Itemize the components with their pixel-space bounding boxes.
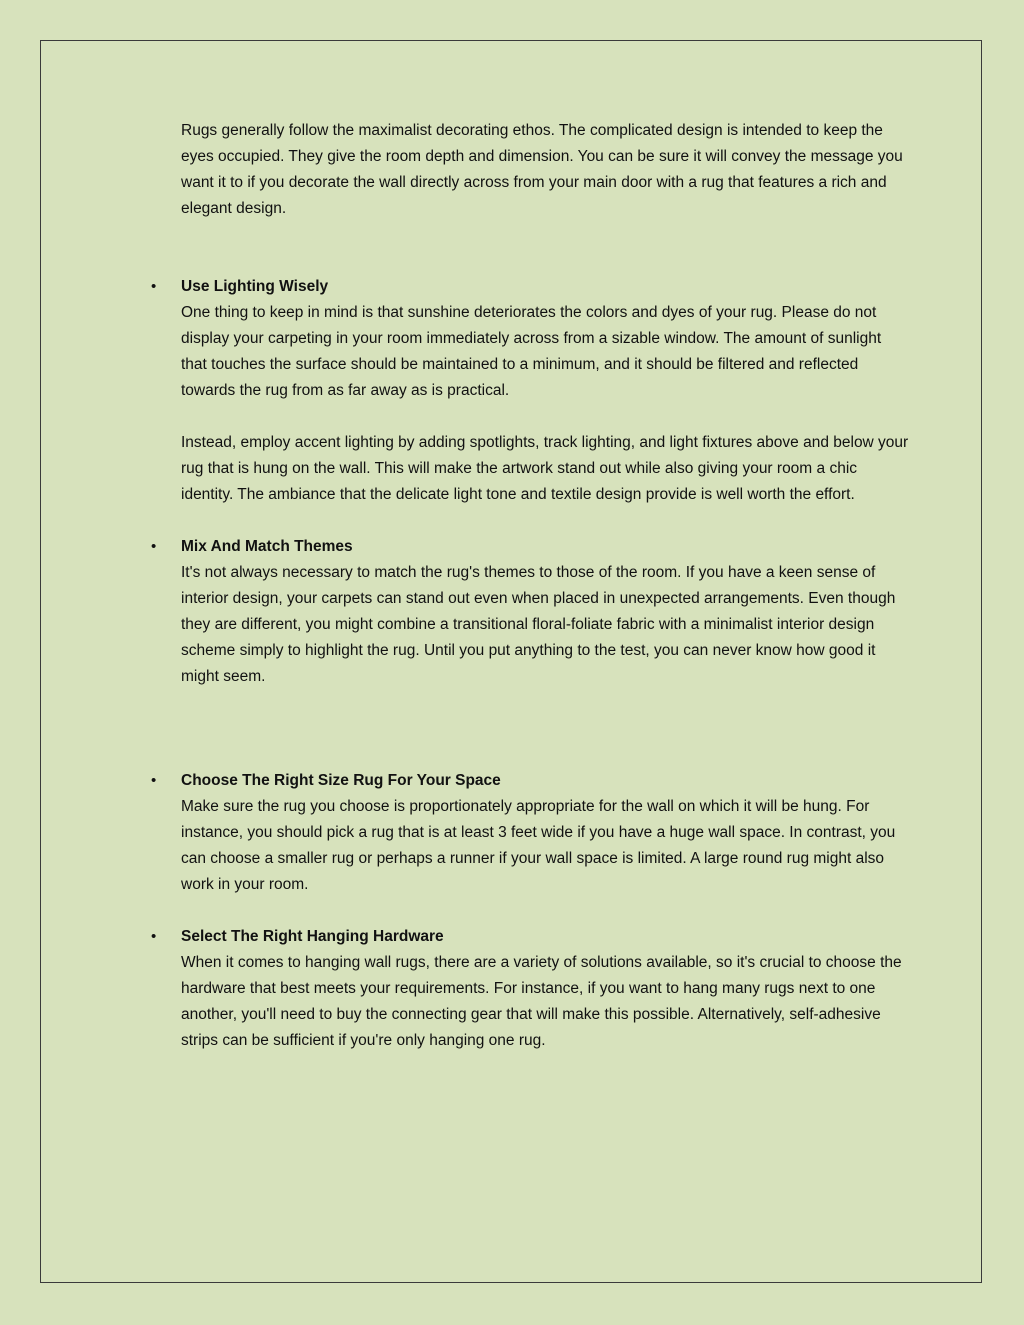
list-item-hanging-hardware — [151, 924, 909, 1054]
section-paragraph: It's not always necessary to match the rug's themes to those of the room. If you have a keen sense of interior design, your carpets can stand out even when placed in unexpected arrangements. Even though they are different, you might combine a transitional floral-foliate fabric with a minimalist interior design scheme simply to highlight the rug. Until you put anything to the test, you can never know how good it might seem. — [181, 564, 896, 685]
list-item-mix-match — [151, 534, 909, 690]
intro-paragraph: Rugs generally follow the maximalist decorating ethos. The complicated design is intended to keep the eyes occupied. They give the room depth and dimension. You can be sure it will convey the message you want it to if you decorate the wall directly across from your main door with a rug that features a rich and elegant design. — [181, 122, 903, 217]
section-spacer — [181, 508, 909, 534]
bullet-icon: • — [151, 772, 157, 789]
section-heading: Choose The Right Size Rug For Your Space — [181, 772, 501, 789]
paragraph-spacer — [181, 404, 909, 430]
section-paragraph: When it comes to hanging wall rugs, there are a variety of solutions available, so it's crucial to choose the hardware that best meets your requirements. For instance, if you want to hang many rugs next to one another, you'll need to buy the connecting gear that will make this possible. Alternatively, self-adhesive strips can be sufficient if you're only hanging one rug. — [181, 954, 902, 1049]
bullet-icon: • — [151, 928, 157, 945]
section-heading: Select The Right Hanging Hardware — [181, 928, 444, 945]
section-paragraph: Make sure the rug you choose is proportionately appropriate for the wall on which it will be hung. For instance, you should pick a rug that is at least 3 feet wide if you have a huge wall space. In contrast, you can choose a smaller rug or perhaps a runner if your wall space is limited. A large round rug might also work in your room. — [181, 798, 896, 893]
list-item-use-lighting — [151, 274, 909, 508]
bullet-icon: • — [151, 538, 157, 555]
section-heading: Use Lighting Wisely — [181, 278, 329, 295]
section-paragraph: Instead, employ accent lighting by adding spotlights, track lighting, and light fixtures above and below your rug that is hung on the wall. This will make the artwork stand out while also giving your room a chic identity. The ambiance that the delicate light tone and textile design provide is well worth the effort. — [181, 434, 909, 503]
section-spacer — [181, 690, 909, 768]
section-heading: Mix And Match Themes — [181, 538, 353, 555]
list-item-right-size — [151, 768, 909, 898]
section-spacer — [181, 898, 909, 924]
section-paragraph: One thing to keep in mind is that sunshine deteriorates the colors and dyes of your rug. Please do not display your carpeting in your room immediately across from a sizable window. The amount of sunlight that touches the surface should be maintained to a minimum, and it should be filtered and reflected towards the rug from as far away as is practical. — [181, 304, 882, 399]
bullet-icon: • — [151, 278, 157, 295]
document-body — [151, 118, 909, 1054]
